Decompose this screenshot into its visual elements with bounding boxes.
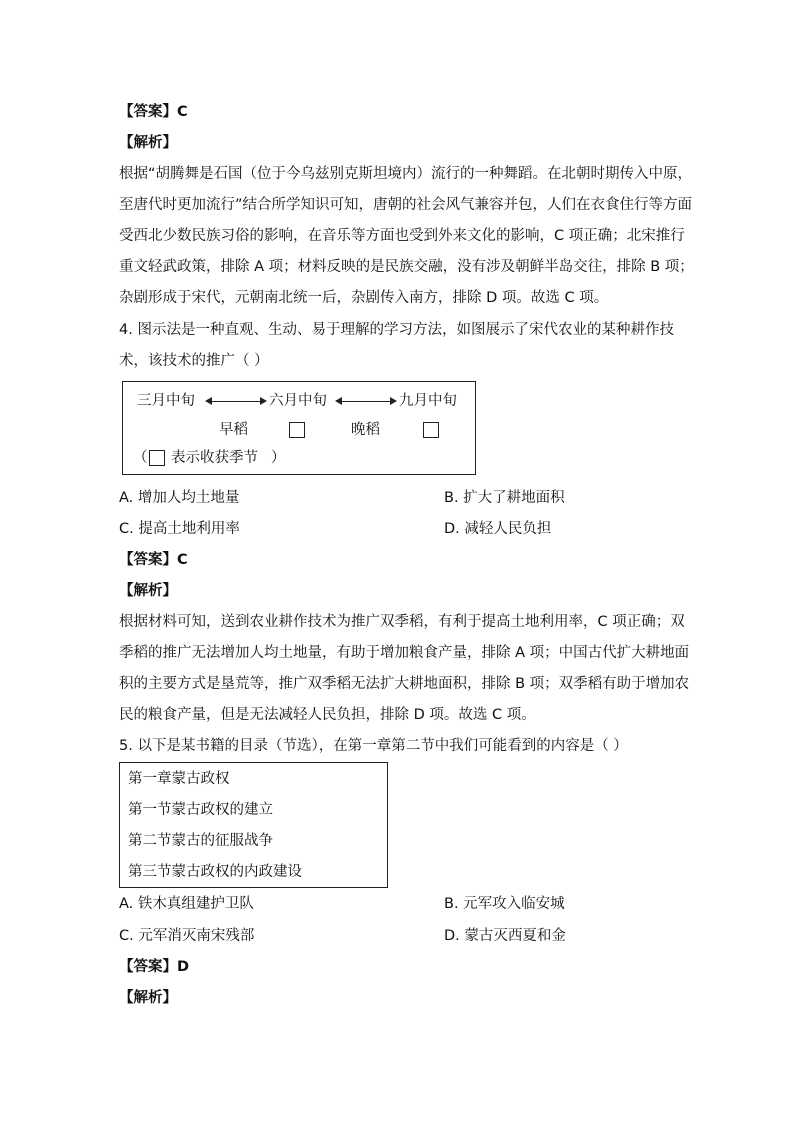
q5-stem: 5. 以下是某书籍的目录（节选），在第一章第二节中我们可能看到的内容是（ ）	[119, 738, 628, 754]
legend-square	[149, 450, 165, 466]
arrow-june-september	[337, 401, 395, 402]
q3-analysis-line-2: 至唐代时更加流行”结合所学知识可知，唐朝的社会风气兼容并包，人们在衣食住行等方面	[119, 197, 693, 213]
book-toc-box	[119, 762, 388, 888]
time-label-june: 六月中旬	[269, 393, 327, 409]
q4-analysis-label: 【解析】	[119, 583, 177, 599]
q4-analysis-line-2: 季稻的推广无法增加人均土地量，有助于增加粮食产量，排除 A 项；中国古代扩大耕地面	[119, 645, 690, 661]
q4-stem-line-2: 术，该技术的推广（ ）	[119, 353, 269, 369]
harvest-square-early	[289, 422, 305, 438]
q4-option-d: D. 减轻人民负担	[444, 521, 552, 537]
q4-answer: 【答案】C	[119, 552, 188, 568]
legend-open-paren: （	[133, 450, 148, 466]
late-rice-label: 晚稻	[351, 422, 380, 438]
q3-analysis-label: 【解析】	[119, 135, 177, 151]
time-label-september: 九月中旬	[399, 393, 457, 409]
q5-analysis-label: 【解析】	[119, 990, 177, 1006]
q3-analysis-line-3: 受西北少数民族习俗的影响，在音乐等方面也受到外来文化的影响，C 项正确；北宋推行	[119, 228, 685, 244]
toc-section-2: 第二节蒙古的征服战争	[128, 833, 273, 849]
q5-answer: 【答案】D	[119, 959, 190, 975]
legend-close-paren: ）	[271, 450, 286, 466]
q3-answer: 【答案】C	[119, 104, 188, 120]
q4-stem-line-1: 4. 图示法是一种直观、生动、易于理解的学习方法，如图展示了宋代农业的某种耕作技	[119, 322, 674, 338]
q5-option-b: B. 元军攻入临安城	[444, 896, 565, 912]
q4-analysis-line-3: 积的主要方式是垦荒等，推广双季稻无法扩大耕地面积，排除 B 项；双季稻有助于增加农	[119, 676, 690, 692]
q5-option-a: A. 铁木真组建护卫队	[119, 896, 254, 912]
early-rice-label: 早稻	[219, 422, 248, 438]
time-label-march: 三月中旬	[137, 393, 195, 409]
q5-option-d: D. 蒙古灭西夏和金	[444, 928, 566, 944]
toc-section-3: 第三节蒙古政权的内政建设	[128, 864, 302, 880]
toc-section-1: 第一节蒙古政权的建立	[128, 802, 273, 818]
q5-option-c: C. 元军消灭南宋残部	[119, 928, 255, 944]
q4-option-c: C. 提高土地利用率	[119, 521, 240, 537]
arrow-march-june	[207, 401, 265, 402]
toc-chapter-1: 第一章蒙古政权	[128, 771, 230, 787]
rice-season-diagram	[122, 381, 476, 475]
q4-option-a: A. 增加人均土地量	[119, 490, 240, 506]
q3-analysis-line-5: 杂剧形成于宋代，元朝南北统一后，杂剧传入南方，排除 D 项。故选 C 项。	[119, 290, 609, 306]
q4-analysis-line-1: 根据材料可知，送到农业耕作技术为推广双季稻，有利于提高土地利用率，C 项正确；双	[119, 614, 685, 630]
q4-analysis-line-4: 民的粮食产量，但是无法减轻人民负担，排除 D 项。故选 C 项。	[119, 707, 536, 723]
legend-text: 表示收获季节	[171, 450, 258, 466]
q4-option-b: B. 扩大了耕地面积	[444, 490, 565, 506]
harvest-square-late	[423, 422, 439, 438]
q3-analysis-line-1: 根据“胡腾舞是石国（位于今乌兹别克斯坦境内）流行的一种舞蹈。在北朝时期传入中原，	[119, 166, 693, 182]
q3-analysis-line-4: 重文轻武政策，排除 A 项；材料反映的是民族交融，没有涉及朝鲜半岛交往，排除 B 项；	[119, 259, 694, 275]
